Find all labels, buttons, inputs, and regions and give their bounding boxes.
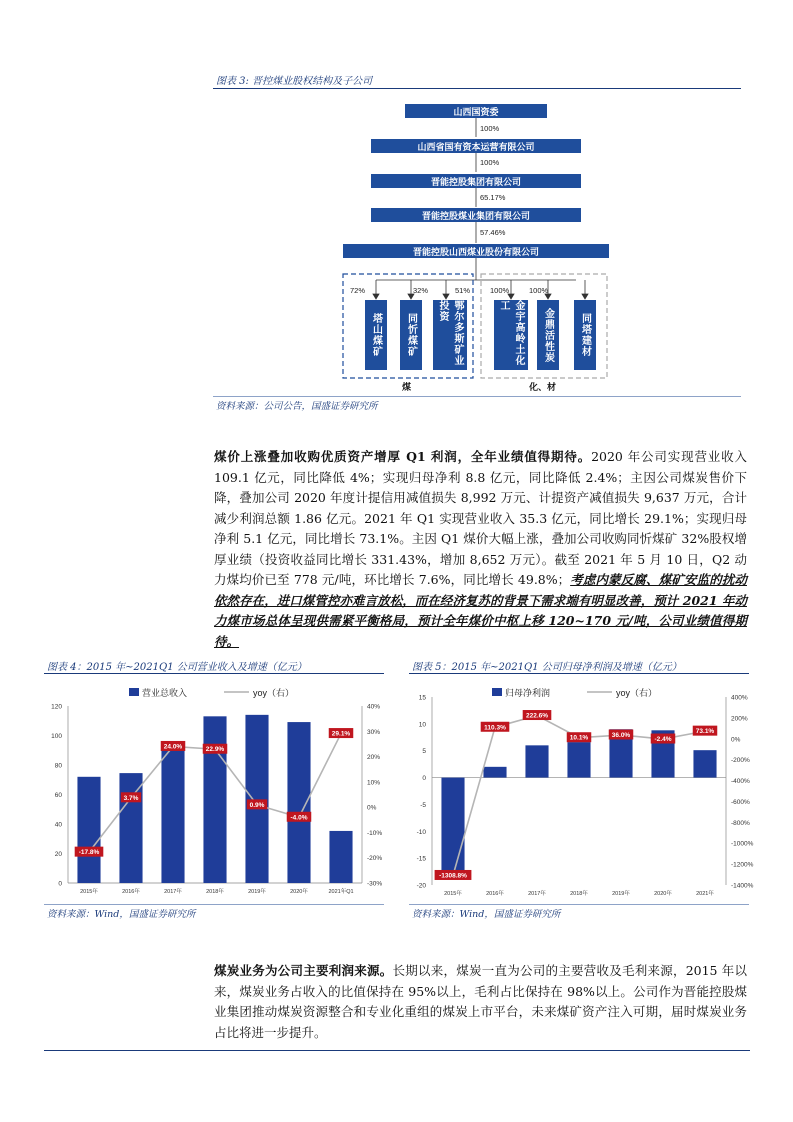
bar (483, 767, 506, 778)
subsidiary-tashan-mine: 塔山煤矿 (365, 300, 387, 370)
y2-tick-label: -400% (731, 778, 750, 786)
revenue-chart (44, 680, 389, 902)
paragraph-earnings-outlook (214, 447, 747, 652)
legend-bar-label: 营业总收入 (142, 688, 188, 698)
figure-3-bottom-rule (213, 396, 741, 397)
data-label: 29.1% (331, 730, 351, 738)
org-box-capital-ops: 山西省国有资本运营有限公司 (371, 139, 581, 153)
org-box-jinneng-group: 晋能控股集团有限公司 (371, 174, 581, 188)
figure-5-title: 图表 5：2015 年~2021Q1 公司归母净利润及增速（亿元） (412, 662, 682, 673)
y-tick-label: 5 (422, 748, 426, 756)
y-tick-label: 100 (51, 733, 62, 740)
data-label: 110.3% (484, 724, 506, 732)
bar (525, 745, 548, 777)
paragraph-coal-business (214, 961, 747, 1043)
coal-pct-tongxin: 32% (413, 286, 429, 295)
x-tick-label: 2016年 (486, 891, 504, 897)
y-tick-label: -20 (416, 882, 426, 890)
y-tick-label: 10 (418, 721, 426, 729)
data-label: -4.0% (290, 814, 308, 822)
subsidiary-tongta-building: 同塔建材 (574, 300, 596, 370)
data-label: 73.1% (695, 728, 715, 736)
legend-line-label: yoy（右） (616, 688, 658, 698)
data-label: 222.6% (525, 712, 549, 720)
y2-tick-label: -1200% (731, 861, 754, 869)
x-tick-label: 2016年 (122, 889, 140, 895)
x-tick-label: 2021年 (696, 891, 714, 897)
y-tick-label: 0 (58, 880, 62, 888)
y2-tick-label: -800% (731, 819, 750, 827)
y2-tick-label: 20% (367, 754, 381, 762)
bar (693, 750, 716, 777)
org-box-sasac: 山西国资委 (405, 104, 547, 118)
bar (161, 747, 184, 883)
figure-4-source: 资料来源：Wind，国盛证券研究所 (47, 909, 196, 920)
data-label: 24.0% (163, 743, 183, 751)
x-tick-label: 2017年 (528, 891, 546, 897)
chem-pct-jinding: 100% (529, 286, 549, 295)
y2-tick-label: -200% (731, 757, 750, 765)
data-label: 22.9% (205, 746, 225, 754)
y-tick-label: 40 (54, 821, 62, 829)
subsidiary-tongxin-mine: 同忻煤矿 (400, 300, 422, 370)
x-tick-label: 2018年 (570, 891, 588, 897)
y2-tick-label: -1400% (731, 882, 754, 890)
y2-tick-label: 30% (367, 728, 381, 736)
bar (329, 831, 352, 883)
coal-pct-ordos: 51% (455, 286, 471, 295)
org-box-listed-company: 晋能控股山西煤业股份有限公司 (343, 244, 609, 258)
legend-bar-label: 归母净利润 (505, 688, 551, 698)
figure-5-source: 资料来源：Wind，国盛证券研究所 (412, 909, 561, 920)
legend-bar-swatch (129, 688, 139, 696)
x-tick-label: 2018年 (206, 889, 224, 895)
data-label: -2.4% (654, 736, 672, 744)
x-tick-label: 2021年Q1 (328, 889, 354, 895)
data-label: 3.7% (123, 794, 139, 802)
org-link-pct-3: 65.17% (480, 193, 506, 202)
x-tick-label: 2019年 (612, 891, 630, 897)
page-footer-rule (44, 1050, 750, 1051)
group-label-chem: 化、材 (529, 383, 557, 393)
x-tick-label: 2020年 (290, 889, 308, 895)
org-link-pct-1: 100% (480, 124, 500, 133)
bar (203, 716, 226, 883)
y2-tick-label: -1000% (731, 840, 754, 848)
y-tick-label: 60 (54, 792, 62, 799)
x-tick-label: 2017年 (164, 889, 182, 895)
figure-5-top-rule (409, 673, 749, 674)
data-label: 0.9% (249, 801, 265, 809)
org-link-pct-4: 57.46% (480, 228, 506, 237)
x-tick-label: 2015年 (80, 889, 98, 895)
chem-pct-jinyu: 100% (490, 286, 510, 295)
y-tick-label: -5 (420, 801, 426, 809)
data-label: 10.1% (569, 734, 589, 742)
group-label-coal: 煤 (402, 383, 412, 393)
figure-5-bottom-rule (409, 904, 749, 905)
net-profit-chart (404, 680, 754, 902)
y-tick-label: 15 (418, 694, 426, 702)
figure-3-title: 图表 3: 晋控煤业股权结构及子公司 (216, 76, 373, 87)
paragraph-2-lead: 煤炭业务为公司主要利润来源。 (214, 963, 393, 978)
figure-4-bottom-rule (44, 904, 384, 905)
figure-4-title: 图表 4：2015 年~2021Q1 公司营业收入及增速（亿元） (47, 662, 307, 673)
paragraph-1-emphasis: 考虑内蒙反腐、煤矿安监的扰动依然存在，进口煤管控亦难言放松，而在经济复苏的背景下需求端有明显改善，预计 2021 年动力煤市场总体呈现供需紧平衡格局，预计全年煤价中枢上移 120~170 元/吨，公司业绩值得期待。 (214, 572, 747, 649)
bar (567, 742, 590, 777)
paragraph-1-lead: 煤价上涨叠加收购优质资产增厚 Q1 利润，全年业绩值得期待。 (214, 449, 592, 464)
y2-tick-label: 10% (367, 779, 381, 787)
y2-tick-label: -600% (731, 798, 750, 806)
data-label: -17.8% (78, 849, 100, 857)
paragraph-2-body: 长期以来，煤炭一直为公司的主要营收及毛利来源，2015 年以来，煤炭业务占收入的比值保持在 95%以上，毛利占比保持在 98%以上。公司作为晋能控股煤业集团推动煤炭资源整合和专业化重组的煤炭上市平台，未来煤矿资产注入可期，届时煤炭业务占比将进一步提升。 (214, 963, 747, 1040)
org-chart-connectors (0, 0, 793, 400)
y2-tick-label: 200% (731, 715, 748, 723)
y2-tick-label: 400% (731, 694, 748, 702)
bar (245, 715, 268, 883)
subsidiary-jinding-carbon: 金鼎活性炭 (537, 300, 559, 370)
bar (77, 777, 100, 883)
subsidiary-jinyu-kaolin: 金宇高岭土化工 (494, 300, 528, 370)
coal-pct-tashan: 72% (350, 286, 366, 295)
x-tick-label: 2015年 (444, 891, 462, 897)
data-label: -1308.8% (439, 872, 467, 880)
y2-tick-label: -20% (367, 855, 383, 863)
bar (441, 778, 464, 875)
y2-tick-label: 0% (731, 736, 741, 744)
y-tick-label: -15 (416, 855, 426, 863)
subsidiary-ordos-mining: 鄂尔多斯矿业投资 (433, 300, 467, 370)
legend-line-label: yoy（右） (253, 688, 295, 698)
bar (119, 773, 142, 883)
legend-bar-swatch (492, 688, 502, 696)
y2-tick-label: -30% (367, 880, 383, 888)
y-tick-label: 20 (54, 851, 62, 858)
org-box-jinneng-coal-group: 晋能控股煤业集团有限公司 (371, 208, 581, 222)
y-tick-label: -10 (416, 828, 426, 836)
org-link-pct-2: 100% (480, 158, 500, 167)
y2-tick-label: 0% (367, 804, 377, 812)
y2-tick-label: 40% (367, 703, 381, 711)
figure-4-top-rule (44, 673, 384, 674)
figure-3-source: 资料来源：公司公告，国盛证券研究所 (216, 401, 378, 412)
y-tick-label: 120 (51, 703, 62, 711)
paragraph-1-body: 2020 年公司实现营业收入 109.1 亿元，同比降低 4%；实现归母净利 8.8 亿元，同比降低 2.4%；主因公司煤炭售价下降，叠加公司 2020 年度计提信用减值损失 8,992 万元、计提资产减值损失 9,637 万元，合计减少利润总额 1.86 亿元。2021 年 Q1 实现营业收入 35.3 亿元，同比增长 29.1%；实现归母净利 5.1 亿元，同比增长 73.1%。主因 Q1 煤价大幅上涨，叠加公司收购同忻煤矿 32%股权增厚业绩（投资收益同比增长 331.43%，增加 8,652 万元）。截至 2021 年 5 月 10 日，Q2 动力煤均价已至 778 元/吨，环比增长 7.6%，同比增长 49.8%； (214, 449, 747, 587)
x-tick-label: 2019年 (248, 889, 266, 895)
y2-tick-label: -10% (367, 829, 383, 837)
y-tick-label: 80 (54, 762, 62, 770)
x-tick-label: 2020年 (654, 891, 672, 897)
data-label: 36.0% (611, 732, 631, 740)
y-tick-label: 0 (422, 775, 426, 783)
